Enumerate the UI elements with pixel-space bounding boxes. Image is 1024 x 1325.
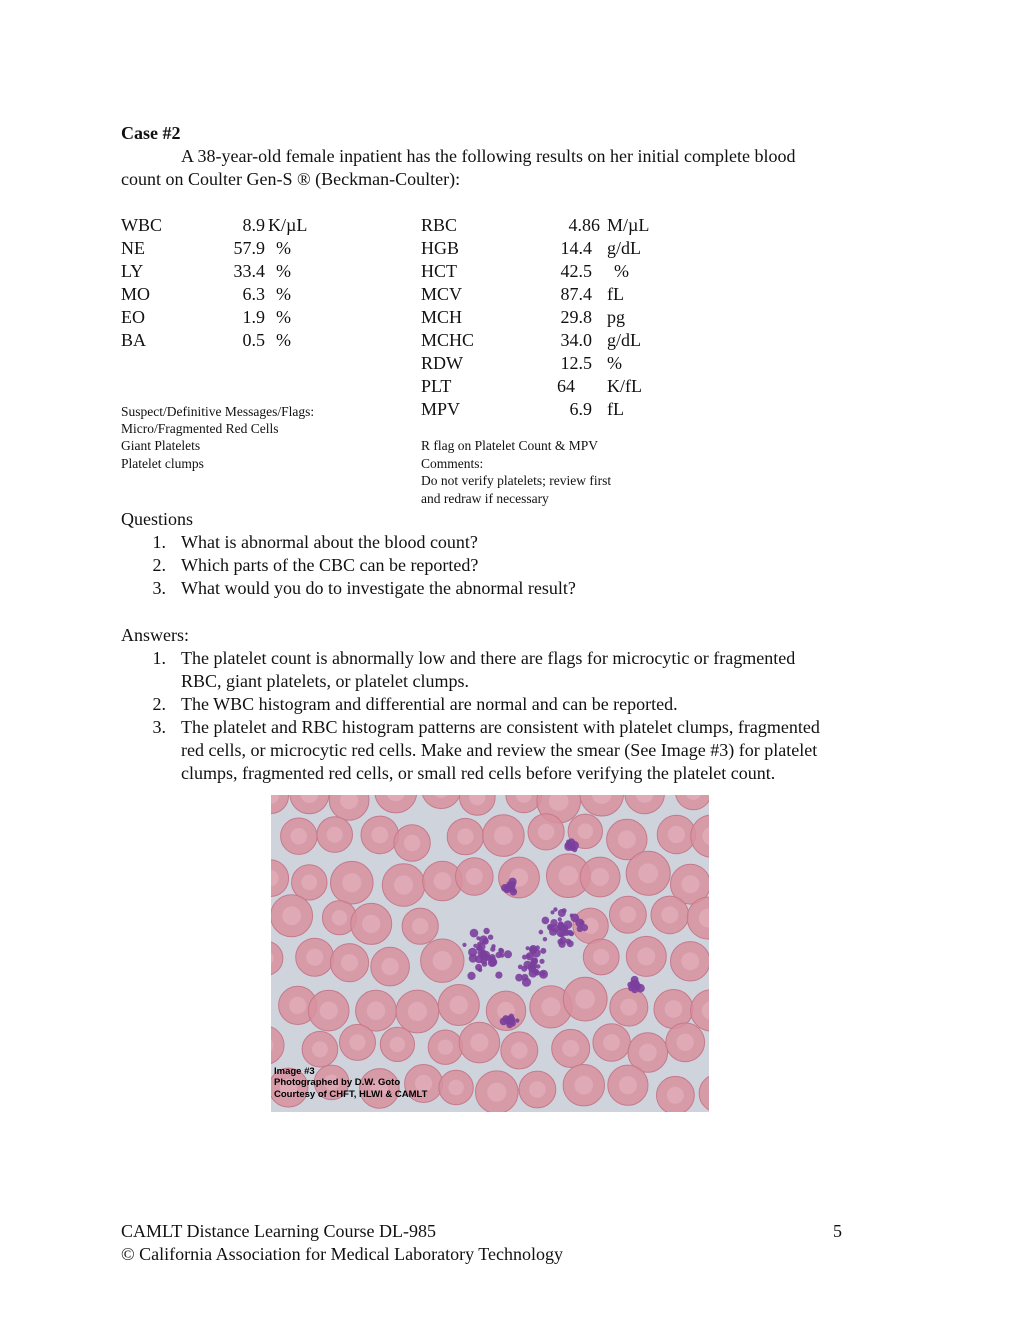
caption-line: Courtesy of CHFT, HLWI & CAMLT [274,1088,428,1100]
comment-line: Do not verify platelets; review first [421,473,612,488]
footer-course: CAMLT Distance Learning Course DL-985 [121,1221,436,1241]
list-number: 2. [152,555,166,575]
blood-smear-image [271,795,709,1112]
cbc-value: 1.9 [242,307,265,327]
cbc-unit: fL [607,284,624,304]
cbc-unit: % [276,307,291,327]
cbc-value: 6.9 [569,399,592,419]
cbc-unit: % [276,261,291,281]
cbc-value: 42.5 [560,261,592,281]
cbc-name: MPV [421,399,461,419]
cbc-name: EO [121,307,145,327]
list-number: 2. [152,694,166,714]
footer-copyright: © California Association for Medical Laboratory Technology [121,1244,563,1264]
cbc-value: 87.4 [560,284,592,304]
cbc-value: 33.4 [233,261,265,281]
case-intro-line-2: count on Coulter Gen-S ® (Beckman-Coulter): [121,169,461,189]
r-flag-note: R flag on Platelet Count & MPV [421,438,598,453]
cbc-value: 8.9 [242,215,265,235]
cbc-value: 29.8 [560,307,592,327]
cbc-unit: % [607,353,622,373]
cbc-unit: M/µL [607,215,650,235]
answer-line: The platelet and RBC histogram patterns are consistent with platelet clumps, fragmented [181,717,820,737]
cbc-unit: pg [607,307,625,327]
list-number: 1. [152,648,166,668]
cbc-value: 57.9 [233,238,265,258]
questions-heading: Questions [121,509,193,529]
blood-smear-illustration [271,795,709,1112]
case-intro-line-1: A 38-year-old female inpatient has the following results on her initial complete blood [181,146,796,166]
image-caption [274,1066,427,1101]
caption-line: Image #3 [274,1065,315,1077]
answer-line: The platelet count is abnormally low and there are flags for microcytic or fragmented [181,648,796,668]
list-number: 1. [152,532,166,552]
cbc-name: WBC [121,215,163,235]
cbc-name: MCV [421,284,463,304]
answer-line: clumps, fragmented red cells, or small red cells before verifying the platelet count. [181,763,776,783]
cbc-name: HCT [421,261,457,281]
cbc-value: 6.3 [242,284,265,304]
cbc-value: 4.86 [568,215,600,235]
cbc-name: HGB [421,238,460,258]
cbc-value: 0.5 [242,330,265,350]
list-number: 3. [152,578,166,598]
cbc-value: 12.5 [560,353,592,373]
cbc-name: PLT [421,376,452,396]
comments-label: Comments: [421,456,484,471]
cbc-name: NE [121,238,145,258]
page-number: 5 [833,1221,842,1241]
cbc-value: 34.0 [560,330,592,350]
flag-item: Micro/Fragmented Red Cells [121,421,279,436]
answer-line: The WBC histogram and differential are normal and can be reported. [181,694,678,714]
cbc-name: MCHC [421,330,475,350]
answers-heading: Answers: [121,625,189,645]
cbc-name: BA [121,330,147,350]
cbc-name: LY [121,261,144,281]
cbc-unit: K/fL [607,376,642,396]
answer-line: red cells, or microcytic red cells. Make and review the smear (See Image #3) for platelet [181,740,818,760]
case-title: Case #2 [121,123,181,143]
cbc-unit: % [276,330,291,350]
cbc-name: MCH [421,307,463,327]
flag-item: Platelet clumps [121,456,204,471]
cbc-unit: g/dL [607,238,641,258]
cbc-name: MO [121,284,151,304]
list-number: 3. [152,717,166,737]
cbc-unit: g/dL [607,330,641,350]
cbc-unit: K/µL [268,215,308,235]
flags-heading: Suspect/Definitive Messages/Flags: [121,404,315,419]
caption-line: Photographed by D.W. Goto [274,1077,401,1088]
cbc-unit: % [614,261,629,281]
answer-line: RBC, giant platelets, or platelet clumps. [181,671,469,691]
cbc-name: RBC [421,215,458,235]
question-item: What would you do to investigate the abnormal result? [181,578,576,598]
cbc-name: RDW [421,353,463,373]
cbc-unit: % [276,284,291,304]
flag-item: Giant Platelets [121,438,201,453]
cbc-value: 14.4 [560,238,592,258]
question-item: Which parts of the CBC can be reported? [181,555,479,575]
cbc-value: 64 [557,376,575,396]
cbc-unit: fL [607,399,624,419]
cbc-unit: % [276,238,291,258]
comment-line: and redraw if necessary [421,491,549,506]
question-item: What is abnormal about the blood count? [181,532,478,552]
